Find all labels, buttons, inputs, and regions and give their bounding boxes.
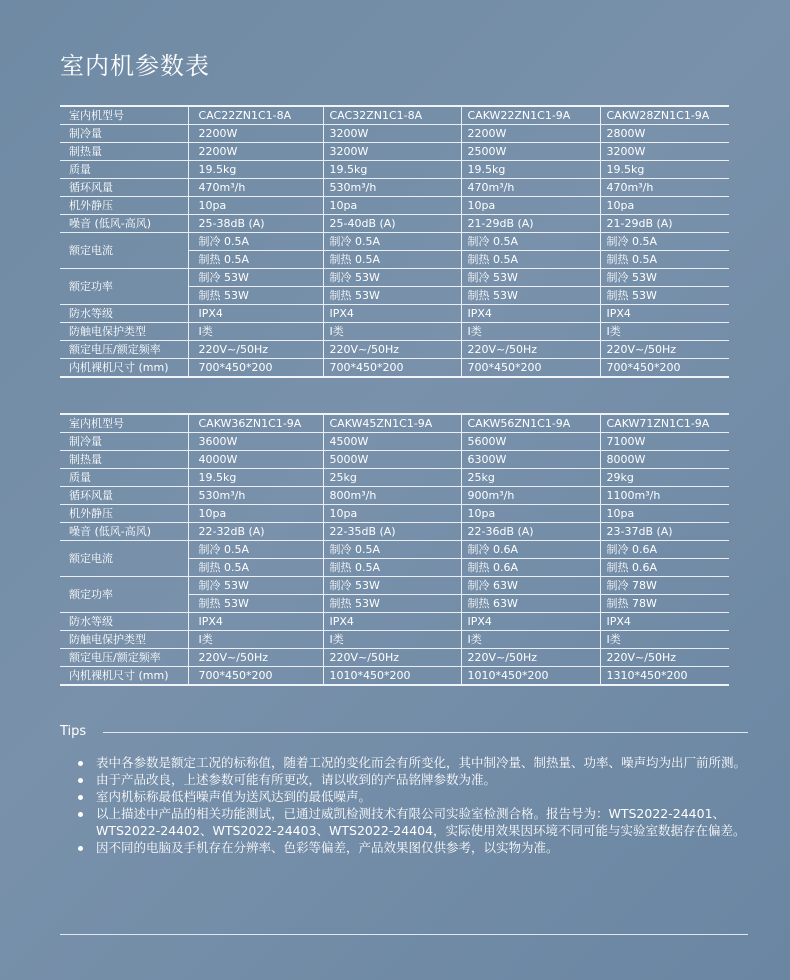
table-row-shock: [60, 323, 729, 341]
row-label: 防触电保护类型: [60, 631, 188, 649]
table-cell: 800m³/h: [323, 487, 461, 505]
table-cell: I类: [600, 631, 729, 649]
table-cell: 1010*450*200: [323, 667, 461, 686]
table-cell: 470m³/h: [461, 179, 600, 197]
table-cell: 制冷 0.6A: [461, 541, 600, 559]
table-cell: 22-35dB (A): [323, 523, 461, 541]
table-cell: 制冷 0.5A: [600, 233, 729, 251]
table-cell: IPX4: [323, 613, 461, 631]
tips-list: [76, 754, 756, 856]
table-cell: 制热 0.5A: [188, 251, 323, 269]
table-cell: 5600W: [461, 433, 600, 451]
table-row-noise: [60, 523, 729, 541]
table-cell: IPX4: [188, 305, 323, 323]
table-cell: 4000W: [188, 451, 323, 469]
row-label: 防触电保护类型: [60, 323, 188, 341]
table-cell: 制冷 0.5A: [188, 233, 323, 251]
table-cell: 制热 0.5A: [188, 559, 323, 577]
table-cell: 制热 0.5A: [323, 559, 461, 577]
row-label: 循环风量: [60, 179, 188, 197]
row-label: 防水等级: [60, 613, 188, 631]
model-cell: CAKW36ZN1C1-9A: [188, 414, 323, 433]
table-cell: 220V~/50Hz: [188, 341, 323, 359]
table-cell: 220V~/50Hz: [188, 649, 323, 667]
table-cell: I类: [188, 631, 323, 649]
table-row-voltage: [60, 341, 729, 359]
table-row-airflow: [60, 487, 729, 505]
model-cell: CAKW45ZN1C1-9A: [323, 414, 461, 433]
row-label: 内机裸机尺寸 (mm): [60, 667, 188, 686]
table-cell: 1010*450*200: [461, 667, 600, 686]
table-cell: 制冷 53W: [323, 269, 461, 287]
table-cell: 10pa: [600, 197, 729, 215]
table-row-size: [60, 667, 729, 686]
table-cell: 25kg: [323, 469, 461, 487]
table-cell: 制冷 53W: [323, 577, 461, 595]
table-cell: 21-29dB (A): [600, 215, 729, 233]
list-item: 由于产品改良，上述参数可能有所更改，请以收到的产品铭牌参数为准。: [76, 771, 756, 788]
table-cell: 1310*450*200: [600, 667, 729, 686]
table-cell: 制热 53W: [323, 595, 461, 613]
table-cell: I类: [461, 631, 600, 649]
table-cell: 220V~/50Hz: [323, 649, 461, 667]
table-row-static: [60, 197, 729, 215]
table-row-voltage: [60, 649, 729, 667]
table-row-shock: [60, 631, 729, 649]
table-cell: 制热 53W: [461, 287, 600, 305]
row-label: 质量: [60, 161, 188, 179]
table-cell: IPX4: [461, 613, 600, 631]
row-label: 额定电流: [60, 541, 188, 577]
row-label: 内机裸机尺寸 (mm): [60, 359, 188, 378]
table-cell: 制热 53W: [323, 287, 461, 305]
table-cell: 制冷 0.6A: [600, 541, 729, 559]
spec-table-1: [60, 105, 729, 378]
table-cell: IPX4: [188, 613, 323, 631]
table-row-mass: [60, 161, 729, 179]
table-cell: 470m³/h: [600, 179, 729, 197]
table-cell: IPX4: [600, 305, 729, 323]
table-cell: 制热 0.6A: [461, 559, 600, 577]
row-label: 额定电压/额定频率: [60, 649, 188, 667]
list-item: 室内机标称最低档噪声值为送风达到的最低噪声。: [76, 788, 756, 805]
row-label: 机外静压: [60, 505, 188, 523]
table-row-power-cool: [60, 269, 729, 287]
table-cell: 10pa: [600, 505, 729, 523]
table-cell: 530m³/h: [188, 487, 323, 505]
table-cell: 3200W: [323, 143, 461, 161]
table-cell: 制热 53W: [600, 287, 729, 305]
model-cell: CAKW28ZN1C1-9A: [600, 106, 729, 125]
table-row-airflow: [60, 179, 729, 197]
table-cell: 700*450*200: [461, 359, 600, 378]
table-cell: 制冷 53W: [188, 269, 323, 287]
table-cell: 19.5kg: [188, 469, 323, 487]
table-cell: 19.5kg: [188, 161, 323, 179]
table-cell: 10pa: [188, 197, 323, 215]
table-cell: 700*450*200: [188, 667, 323, 686]
table-cell: 19.5kg: [323, 161, 461, 179]
row-label: 室内机型号: [60, 414, 188, 433]
row-label: 制冷量: [60, 125, 188, 143]
table-cell: 制冷 63W: [461, 577, 600, 595]
table-cell: 3600W: [188, 433, 323, 451]
model-cell: CAKW22ZN1C1-9A: [461, 106, 600, 125]
row-label: 额定电压/额定频率: [60, 341, 188, 359]
table-cell: 制冷 0.5A: [323, 233, 461, 251]
table-cell: 25kg: [461, 469, 600, 487]
table-cell: 900m³/h: [461, 487, 600, 505]
table-cell: I类: [323, 323, 461, 341]
table-cell: 5000W: [323, 451, 461, 469]
table-cell: 10pa: [323, 197, 461, 215]
table-cell: I类: [188, 323, 323, 341]
table-cell: 2800W: [600, 125, 729, 143]
table-cell: 制冷 53W: [600, 269, 729, 287]
tips-header: [60, 724, 748, 742]
divider: [60, 934, 748, 935]
table-cell: 220V~/50Hz: [600, 341, 729, 359]
row-label: 制冷量: [60, 433, 188, 451]
table-cell: 制冷 53W: [188, 577, 323, 595]
spec-table-2: [60, 413, 729, 686]
table-cell: 10pa: [461, 505, 600, 523]
table-cell: 25-38dB (A): [188, 215, 323, 233]
table-row-cooling: [60, 433, 729, 451]
table-cell: 220V~/50Hz: [600, 649, 729, 667]
page-title: 室内机参数表: [60, 52, 210, 80]
model-cell: CAC32ZN1C1-8A: [323, 106, 461, 125]
table-cell: 2200W: [188, 125, 323, 143]
table-cell: 220V~/50Hz: [323, 341, 461, 359]
table-cell: 700*450*200: [600, 359, 729, 378]
row-label: 室内机型号: [60, 106, 188, 125]
tips-label: Tips: [60, 724, 87, 739]
table-cell: 220V~/50Hz: [461, 649, 600, 667]
table-cell: 制热 0.5A: [600, 251, 729, 269]
table-cell: 3200W: [600, 143, 729, 161]
list-item: 以上描述中产品的相关功能测试，已通过威凯检测技术有限公司实验室检测合格。报告号为：WTS2022-24401、WTS2022-24402、WTS2022-24403、WTS2022-24404，实际使用效果因环境不同可能与实验室数据存在偏差。: [76, 805, 756, 839]
table-row-power-cool: [60, 577, 729, 595]
table-cell: 29kg: [600, 469, 729, 487]
table-row-static: [60, 505, 729, 523]
table-row-heating: [60, 451, 729, 469]
table-cell: I类: [600, 323, 729, 341]
table-cell: 2500W: [461, 143, 600, 161]
table-cell: 10pa: [188, 505, 323, 523]
table-cell: 制热 78W: [600, 595, 729, 613]
row-label: 机外静压: [60, 197, 188, 215]
table-cell: IPX4: [323, 305, 461, 323]
row-label: 噪音 (低风-高风): [60, 215, 188, 233]
row-label: 防水等级: [60, 305, 188, 323]
table-row-current-cool: [60, 541, 729, 559]
row-label: 额定功率: [60, 577, 188, 613]
table-cell: 制冷 0.5A: [188, 541, 323, 559]
table-row-model: [60, 106, 729, 125]
table-cell: 6300W: [461, 451, 600, 469]
table-cell: 21-29dB (A): [461, 215, 600, 233]
table-row-size: [60, 359, 729, 378]
table-cell: I类: [323, 631, 461, 649]
table-row-model: [60, 414, 729, 433]
table-cell: 制热 63W: [461, 595, 600, 613]
table-cell: 制冷 0.5A: [461, 233, 600, 251]
table-row-noise: [60, 215, 729, 233]
table-row-heating: [60, 143, 729, 161]
model-cell: CAKW56ZN1C1-9A: [461, 414, 600, 433]
list-item: 表中各参数是额定工况的标称值，随着工况的变化而会有所变化，其中制冷量、制热量、功率、噪声均为出厂前所测。: [76, 754, 756, 771]
table-cell: 制冷 0.5A: [323, 541, 461, 559]
table-cell: 22-32dB (A): [188, 523, 323, 541]
table-cell: IPX4: [461, 305, 600, 323]
table-cell: 1100m³/h: [600, 487, 729, 505]
table-cell: 220V~/50Hz: [461, 341, 600, 359]
table-cell: I类: [461, 323, 600, 341]
table-cell: 3200W: [323, 125, 461, 143]
table-cell: 7100W: [600, 433, 729, 451]
table-row-waterproof: [60, 305, 729, 323]
table-cell: 10pa: [323, 505, 461, 523]
table-row-current-cool: [60, 233, 729, 251]
divider: [103, 732, 748, 733]
row-label: 制热量: [60, 143, 188, 161]
table-cell: 19.5kg: [600, 161, 729, 179]
table-cell: 制冷 78W: [600, 577, 729, 595]
row-label: 额定电流: [60, 233, 188, 269]
row-label: 噪音 (低风-高风): [60, 523, 188, 541]
table-cell: 制热 53W: [188, 287, 323, 305]
table-cell: 制热 0.5A: [461, 251, 600, 269]
table-cell: 8000W: [600, 451, 729, 469]
row-label: 额定功率: [60, 269, 188, 305]
table-cell: 制热 53W: [188, 595, 323, 613]
table-row-cooling: [60, 125, 729, 143]
table-row-mass: [60, 469, 729, 487]
table-cell: 530m³/h: [323, 179, 461, 197]
table-cell: 470m³/h: [188, 179, 323, 197]
table-cell: 10pa: [461, 197, 600, 215]
table-row-waterproof: [60, 613, 729, 631]
row-label: 制热量: [60, 451, 188, 469]
row-label: 循环风量: [60, 487, 188, 505]
table-cell: 19.5kg: [461, 161, 600, 179]
model-cell: CAC22ZN1C1-8A: [188, 106, 323, 125]
table-cell: 2200W: [461, 125, 600, 143]
table-cell: 4500W: [323, 433, 461, 451]
table-cell: 25-40dB (A): [323, 215, 461, 233]
table-cell: 制热 0.5A: [323, 251, 461, 269]
table-cell: 2200W: [188, 143, 323, 161]
table-cell: 23-37dB (A): [600, 523, 729, 541]
table-cell: 制冷 53W: [461, 269, 600, 287]
row-label: 质量: [60, 469, 188, 487]
list-item: 因不同的电脑及手机存在分辨率、色彩等偏差，产品效果图仅供参考，以实物为准。: [76, 839, 756, 856]
table-cell: 700*450*200: [323, 359, 461, 378]
model-cell: CAKW71ZN1C1-9A: [600, 414, 729, 433]
table-cell: 制热 0.6A: [600, 559, 729, 577]
table-cell: 700*450*200: [188, 359, 323, 378]
table-cell: 22-36dB (A): [461, 523, 600, 541]
table-cell: IPX4: [600, 613, 729, 631]
